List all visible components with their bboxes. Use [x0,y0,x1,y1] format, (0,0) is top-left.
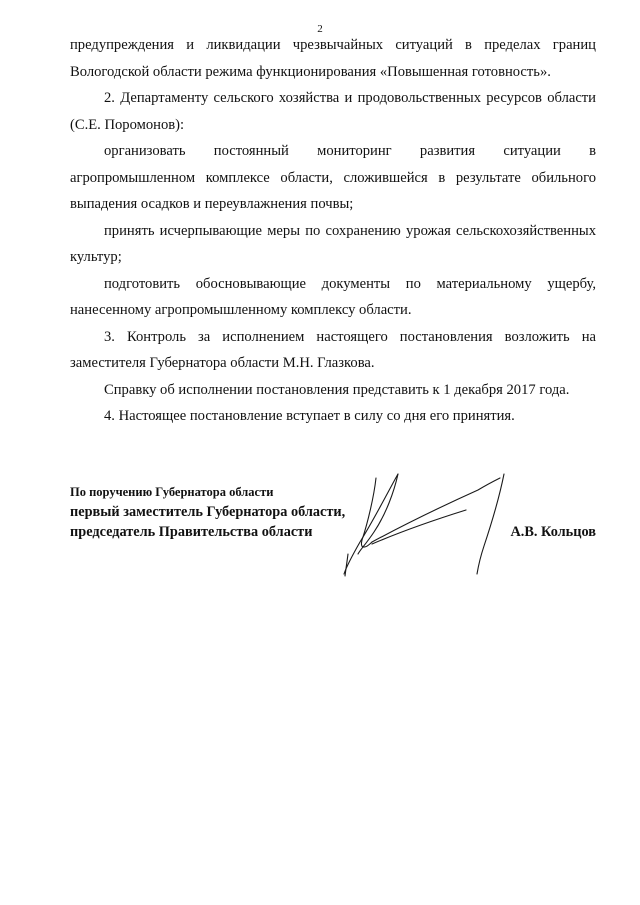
paragraph-report-deadline: Справку об исполнении постановления представить к 1 декабря 2017 года. [104,381,570,398]
paragraph-harvest-measures: принять исчерпывающие меры по сохранению урожая сельскохозяйственных культур; [70,222,596,265]
paragraph-continuation: предупреждения и ликвидации чрезвычайных ситуаций в пределах границ Вологодской области режима функционирования «Повышенная готовность». [70,37,596,80]
handwritten-signature-icon [338,470,528,580]
paragraph-item-4: 4. Настоящее постановление вступает в силу со дня его принятия. [104,408,515,424]
signature-position-line-1: первый заместитель Губернатора области, [70,504,346,520]
paragraph-item-2: 2. Департаменту сельского хозяйства и продовольственных ресурсов области (С.Е. Поромонов): [70,90,596,133]
signature-position-line-2: председатель Правительства области [70,524,313,540]
page-number: 2 [317,23,323,35]
paragraph-damage-documents: подготовить обосновывающие документы по материальному ущербу, нанесенному агропромышленному комплексу области. [70,275,596,318]
document-body [70,32,596,430]
paragraph-monitoring: организовать постоянный мониторинг развития ситуации в агропромышленном комплексе области, сложившейся в результате обильного выпадения осадков и переувлажнения почвы; [70,143,596,212]
signatory-name: А.В. Кольцов [510,524,596,540]
paragraph-item-3: 3. Контроль за исполнением настоящего постановления возложить на заместителя Губернатора области М.Н. Глазкова. [70,328,596,371]
signature-block [70,484,596,594]
signature-on-behalf: По поручению Губернатора области [70,485,274,499]
